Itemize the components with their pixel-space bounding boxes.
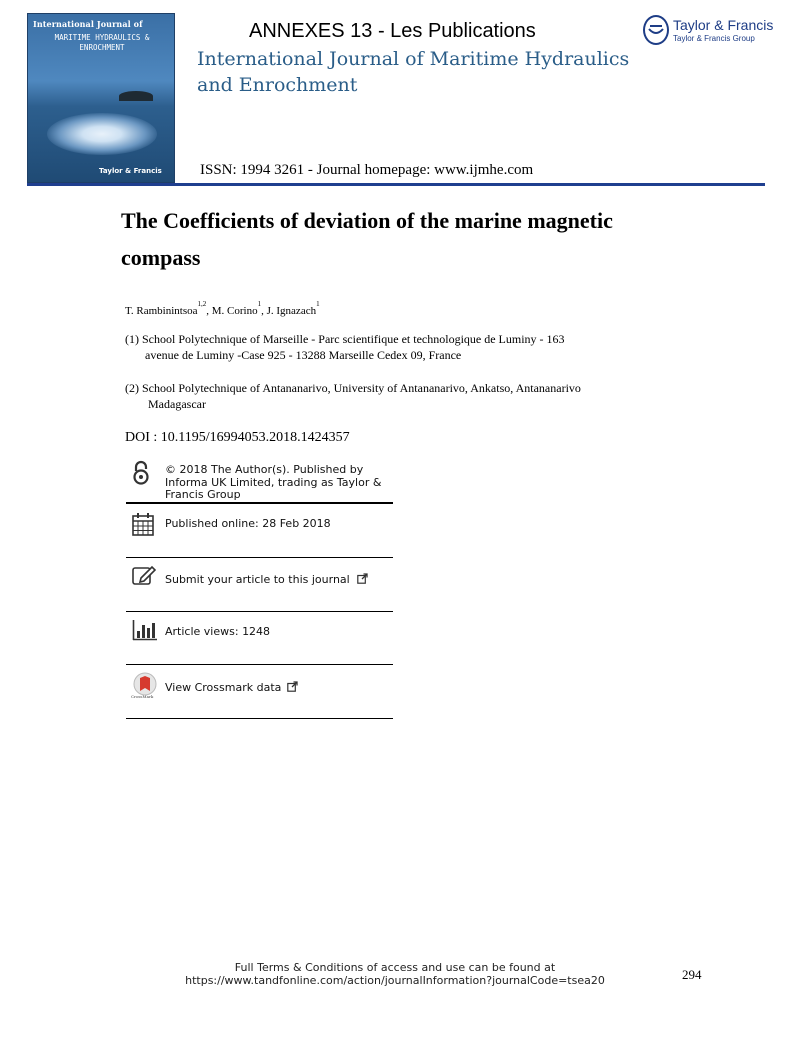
submit-article-link-label: Submit your article to this journal xyxy=(165,573,350,586)
views-row xyxy=(126,618,393,658)
divider xyxy=(126,664,393,665)
crossmark-badge-text: CrossMark xyxy=(131,694,154,699)
page-number: 294 xyxy=(682,967,702,982)
cover-island xyxy=(119,91,153,101)
license-text: © 2018 The Author(s). Published by Informa UK Limited, trading as Taylor & Francis Group xyxy=(165,463,382,501)
edit-pencil-icon xyxy=(132,564,156,589)
publisher-logo-icon xyxy=(643,15,669,45)
cover-publisher-logo: Taylor & Francis xyxy=(99,167,162,175)
doi-text: DOI : 10.1195/16994053.2018.1424357 xyxy=(125,430,350,445)
article-views xyxy=(165,625,270,638)
open-access-lock-icon xyxy=(132,460,150,489)
divider xyxy=(126,557,393,558)
publisher-name: Taylor & Francis xyxy=(673,17,774,33)
bar-chart-icon xyxy=(132,619,158,644)
author-affiliation-mark: 1 xyxy=(257,300,262,308)
author-list: T. Rambinintsoa$^{1,2}$, M. Corino$^1$, J. Ignazach$^1$ xyxy=(125,300,320,317)
submit-article-link[interactable] xyxy=(165,573,368,587)
issn-line: ISSN: 1994 3261 - Journal homepage: www.ijmhe.com xyxy=(200,162,534,178)
affiliation-2-line-2: Madagascar xyxy=(148,397,206,411)
article-views-label: Article views: xyxy=(165,625,239,638)
affiliation-2 xyxy=(125,380,645,412)
crossmark-link-label: View Crossmark data xyxy=(165,681,282,694)
published-row xyxy=(126,510,393,550)
divider xyxy=(126,718,393,719)
footer-terms-line-1: Full Terms & Conditions of access and use can be found at xyxy=(234,961,556,974)
affiliation-1-line-2: avenue de Luminy -Case 925 - 13288 Marseille Cedex 09, France xyxy=(145,348,462,362)
affiliation-2-line-1: (2) School Polytechnique of Antananarivo, University of Antananarivo, Ankatso, Antananarivo xyxy=(125,381,581,395)
author-name: M. Corino xyxy=(211,305,258,317)
calendar-icon xyxy=(132,512,154,539)
crossmark-row[interactable] xyxy=(126,672,393,712)
cover-whirlpool xyxy=(47,113,157,155)
affiliation-1 xyxy=(125,331,625,363)
footer-terms xyxy=(150,961,640,987)
header-rule xyxy=(27,183,765,186)
publisher-group: Taylor & Francis Group xyxy=(673,34,755,43)
affiliation-1-line-1: (1) School Polytechnique of Marseille - Parc scientifique et technologique de Luminy - 163 xyxy=(125,332,565,346)
external-link-icon xyxy=(357,573,368,587)
license-row xyxy=(126,458,393,502)
submit-row[interactable] xyxy=(126,564,393,604)
crossmark-icon xyxy=(132,672,158,705)
journal-cover-image xyxy=(27,13,175,183)
author-name: T. Rambinintsoa xyxy=(125,305,198,317)
author-affiliation-mark: 1 xyxy=(316,300,320,308)
published-online-text: Published online: 28 Feb 2018 xyxy=(165,517,331,530)
author-name: J. Ignazach xyxy=(266,305,317,317)
external-link-icon xyxy=(287,681,298,695)
footer-terms-url[interactable]: https://www.tandfonline.com/action/journalInformation?journalCode=tsea20 xyxy=(185,974,605,987)
divider xyxy=(126,502,393,504)
cover-subtitle: MARITIME HYDRAULICS & ENROCHMENT xyxy=(54,33,150,52)
author-affiliation-mark: 1,2 xyxy=(197,300,207,308)
divider xyxy=(126,611,393,612)
crossmark-link[interactable] xyxy=(165,681,298,695)
cover-title: International Journal of xyxy=(33,19,143,29)
article-title: The Coefficients of deviation of the marine magnetic compass xyxy=(121,208,613,270)
article-views-count: 1248 xyxy=(242,625,271,638)
journal-title: International Journal of Maritime Hydraulics and Enrochment xyxy=(197,48,630,96)
annex-label: ANNEXES 13 - Les Publications xyxy=(249,20,536,42)
